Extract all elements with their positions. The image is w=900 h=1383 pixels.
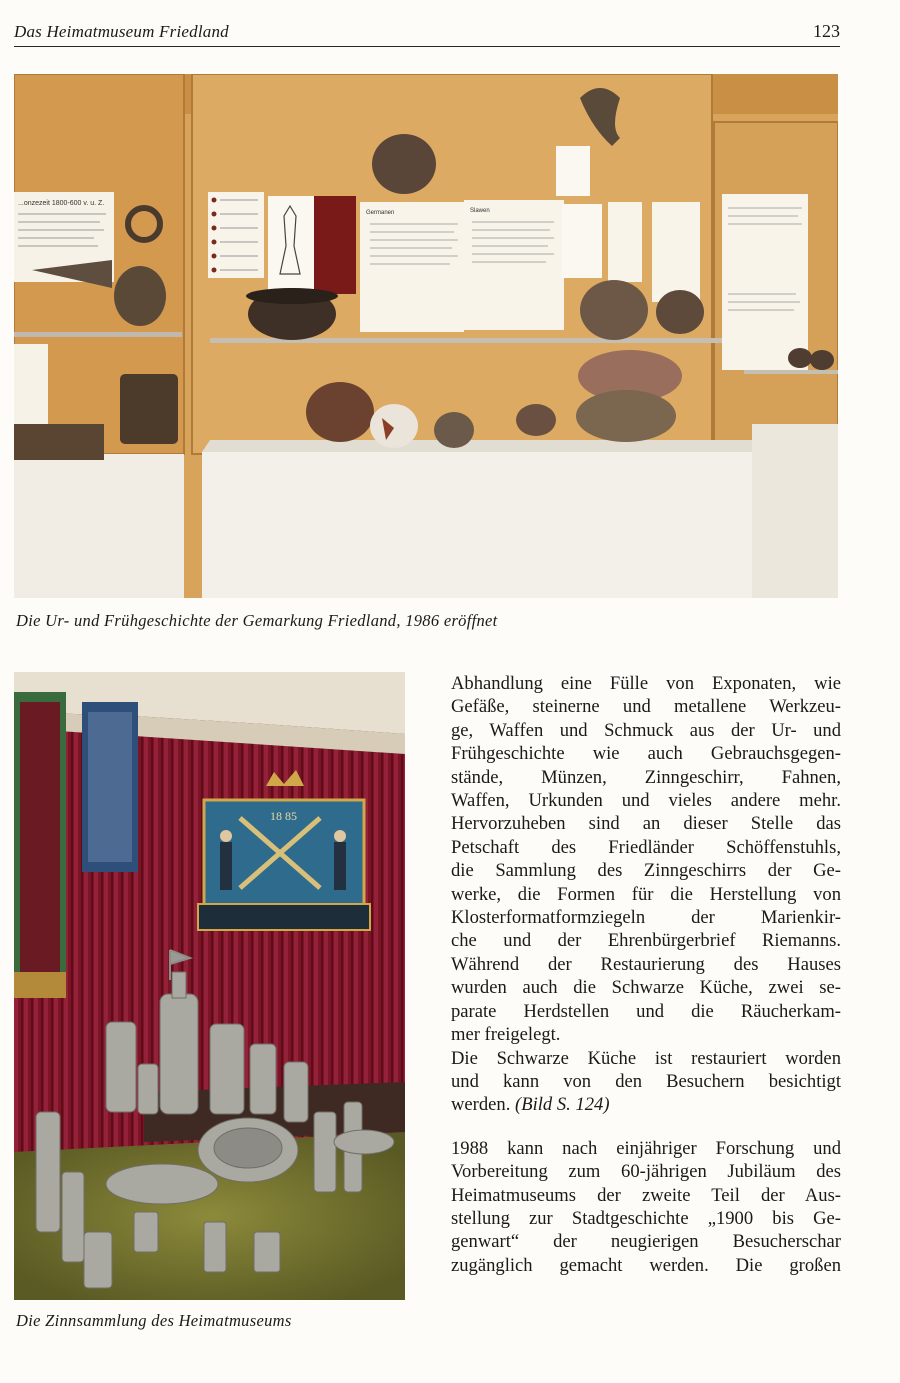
paragraph [451, 1137, 841, 1277]
text-line: zugänglich gemacht werden. Die großen [451, 1254, 841, 1276]
text-line: genwart“ der neugierigen Besucherschar [451, 1231, 841, 1253]
text-line: Vorbereitung zum 60-jährigen Jubiläum des [451, 1161, 841, 1183]
photo-caption: Die Ur- und Frühgeschichte der Gemarkung Friedland, 1986 eröffnet [16, 611, 498, 630]
paragraph [451, 1047, 841, 1117]
text-fragment: werden. [451, 1094, 511, 1116]
info-panel-legend [208, 192, 264, 278]
text-line: Frühgeschichte wie auch Gebrauchsgegen- [451, 743, 841, 765]
text-line: Hervorzuheben sind an dieser Stelle das [451, 813, 841, 835]
text-line: ge, Waffen und Schmuck aus der Ur- und [451, 719, 841, 741]
svg-text:...onzezeit 1800-600 v. u. Z.: ...onzezeit 1800-600 v. u. Z. [18, 200, 105, 207]
info-panel-germanen [360, 202, 464, 332]
text-line: Waffen, Urkunden und vieles andere mehr. [451, 790, 841, 812]
text-line: wurden auch die Schwarze Küche, zwei se- [451, 977, 841, 999]
page-number: 123 [813, 21, 840, 41]
pewter-collection-photo [14, 672, 405, 1300]
text-line: stellung zur Stadtgeschichte „1900 bis Ge- [451, 1207, 841, 1229]
text-line: stände, Münzen, Zinngeschirr, Fahnen, [451, 766, 841, 788]
text-line: werke, die Formen für die Herstellung von [451, 883, 841, 905]
info-panel-friedland [722, 194, 808, 370]
text-line: Abhandlung eine Fülle von Exponaten, wie [451, 673, 841, 694]
text-line: Petschaft des Friedländer Schöffenstuhls, [451, 836, 841, 858]
figure-drawing [268, 196, 314, 292]
text-line: Während der Restaurierung des Hauses [451, 953, 841, 975]
running-head [14, 20, 840, 47]
text-line: Klosterformatformziegeln der Marienkir- [451, 907, 841, 929]
text-line: die Sammlung des Zinngeschirrs der Ge- [451, 860, 841, 882]
running-title: Das Heimatmuseum Friedland [14, 22, 229, 41]
info-panel-slawen [464, 200, 564, 330]
text-line: che und der Ehrenbürgerbrief Riemanns. [451, 930, 841, 952]
image-reference: (Bild S. 124) [515, 1094, 610, 1116]
text-line: und kann von den Besuchern besichtigt [451, 1070, 841, 1092]
text-line: mer freigelegt. [451, 1024, 561, 1046]
text-line: Gefäße, steinerne und metallene Werkzeu- [451, 696, 841, 718]
text-line [451, 1093, 841, 1116]
text-line: Heimatmuseums der zweite Teil der Aus- [451, 1184, 841, 1206]
svg-text:Slawen: Slawen [470, 208, 490, 214]
text-line: 1988 kann nach einjähriger Forschung und [451, 1137, 841, 1159]
body-text [451, 672, 841, 1277]
svg-text:18 85: 18 85 [270, 809, 297, 823]
photo-caption: Die Zinnsammlung des Heimatmuseums [16, 1311, 292, 1330]
museum-showcase-photo [14, 74, 838, 598]
text-line: Die Schwarze Küche ist restauriert worden [451, 1047, 841, 1069]
paragraph [451, 672, 841, 1047]
svg-text:Germanen: Germanen [366, 210, 395, 216]
artifact-board [314, 196, 356, 294]
text-line: parate Herdstellen und die Räucherkam- [451, 1000, 841, 1022]
